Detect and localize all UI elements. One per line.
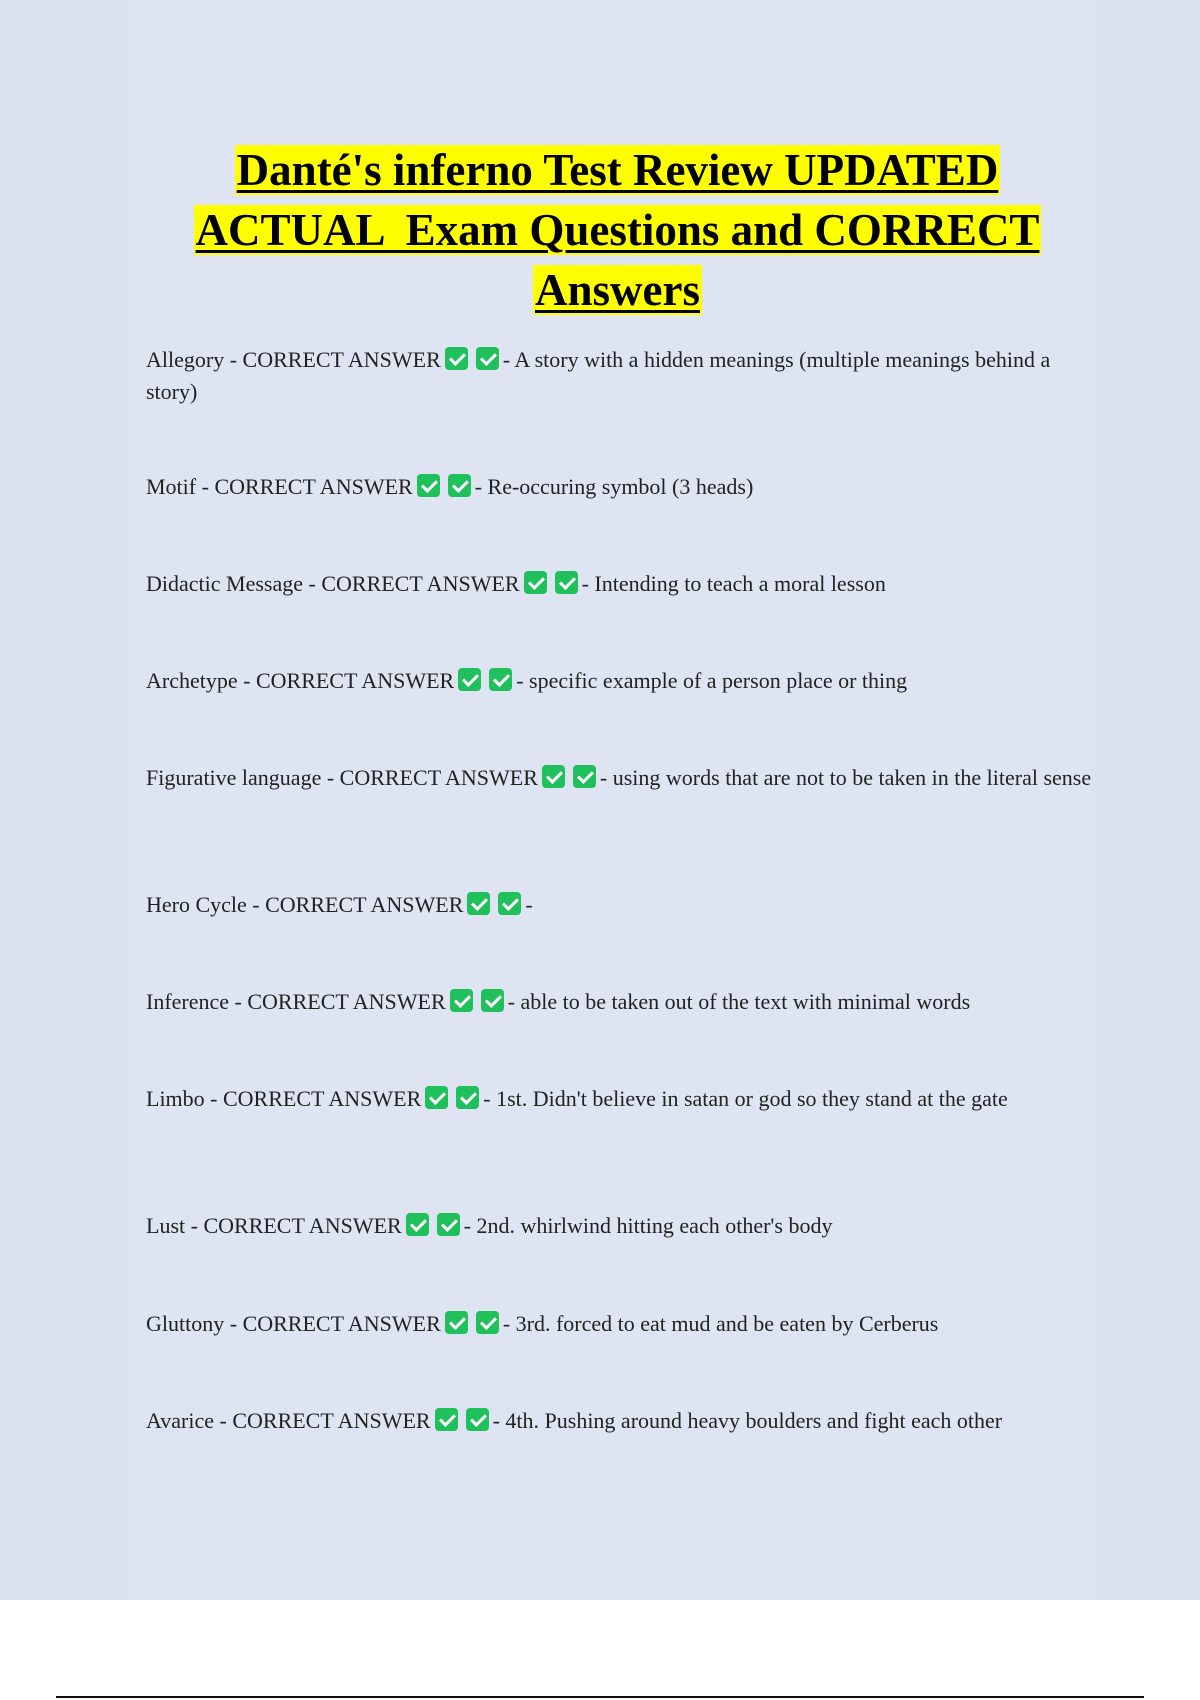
check-icon: [573, 765, 596, 788]
check-icon: [481, 989, 504, 1012]
qa-term: Figurative language: [146, 765, 322, 790]
qa-item-didactic-message: Didactic Message - CORRECT ANSWER - Intending to teach a moral lesson: [146, 571, 886, 596]
qa-label: CORRECT ANSWER: [265, 892, 464, 917]
check-icon: [435, 1408, 458, 1431]
qa-label: CORRECT ANSWER: [255, 668, 455, 693]
qa-item-avarice: Avarice - CORRECT ANSWER - 4th. Pushing around heavy boulders and fight each other: [146, 1408, 1003, 1433]
qa-label: CORRECT ANSWER: [242, 347, 441, 372]
qa-label: CORRECT ANSWER: [321, 571, 520, 596]
qa-item-inference: Inference - CORRECT ANSWER - able to be taken out of the text with minimal words: [146, 989, 971, 1014]
check-icon: [476, 1311, 499, 1334]
qa-label: CORRECT ANSWER: [214, 474, 413, 499]
check-icon: [555, 571, 578, 594]
qa-item-limbo: Limbo - CORRECT ANSWER - 1st. Didn't believe in satan or god so they stand at the gate: [146, 1086, 1008, 1111]
qa-term: Motif: [146, 474, 197, 499]
qa-answer: -: [525, 892, 533, 917]
qa-answer: - 4th. Pushing around heavy boulders and fight each other: [492, 1408, 1003, 1433]
check-icon: [466, 1408, 489, 1431]
qa-answer: - Re-occuring symbol (3 heads): [474, 474, 754, 499]
document-title: [130, 140, 1105, 320]
qa-answer: - 3rd. forced to eat mud and be eaten by Cerberus: [502, 1311, 939, 1336]
qa-label: CORRECT ANSWER: [247, 989, 446, 1014]
qa-item-figurative-language: Figurative language - CORRECT ANSWER - using words that are not to be taken in the literal sense: [146, 765, 1092, 790]
qa-label: CORRECT ANSWER: [339, 765, 538, 790]
check-icon: [498, 892, 521, 915]
qa-item-archetype: Archetype - CORRECT ANSWER - specific example of a person place or thing: [146, 668, 908, 693]
qa-term: Inference: [146, 989, 230, 1014]
qa-answer: - Intending to teach a moral lesson: [581, 571, 886, 596]
qa-item-motif: Motif - CORRECT ANSWER - Re-occuring symbol (3 heads): [146, 474, 754, 499]
check-icon: [445, 347, 468, 370]
qa-answer: - 2nd. whirlwind hitting each other's body: [463, 1213, 833, 1238]
check-icon: [489, 668, 512, 691]
check-icon: [524, 571, 547, 594]
qa-answer: - using words that are not to be taken in the literal sense: [599, 765, 1092, 790]
qa-term: Gluttony: [146, 1311, 225, 1336]
check-icon: [437, 1213, 460, 1236]
check-icon: [417, 474, 440, 497]
footer-divider: [56, 1696, 1144, 1698]
title-line-3: Answers: [535, 265, 700, 315]
qa-term: Allegory: [146, 347, 225, 372]
qa-answer: - specific example of a person place or thing: [516, 668, 908, 693]
check-icon: [542, 765, 565, 788]
qa-term: Lust: [146, 1213, 186, 1238]
check-icon: [456, 1086, 479, 1109]
qa-term: Avarice: [146, 1408, 214, 1433]
qa-item-gluttony: Gluttony - CORRECT ANSWER - 3rd. forced to eat mud and be eaten by Cerberus: [146, 1311, 939, 1336]
qa-label: CORRECT ANSWER: [203, 1213, 402, 1238]
check-icon: [448, 474, 471, 497]
check-icon: [476, 347, 499, 370]
check-icon: [450, 989, 473, 1012]
check-icon: [425, 1086, 448, 1109]
qa-item-allegory: Allegory - CORRECT ANSWER - A story with a hidden meanings (multiple meanings behind a story): [146, 347, 1051, 404]
qa-label: CORRECT ANSWER: [242, 1311, 441, 1336]
qa-term: Hero Cycle: [146, 892, 247, 917]
qa-answer: - A story with a hidden meanings (multiple meanings behind a story): [146, 347, 1051, 404]
title-line-2: ACTUAL Exam Questions and CORRECT: [195, 205, 1040, 255]
qa-term: Didactic Message: [146, 571, 303, 596]
qa-item-hero-cycle: Hero Cycle - CORRECT ANSWER -: [146, 892, 533, 917]
check-icon: [467, 892, 490, 915]
qa-answer: - able to be taken out of the text with minimal words: [507, 989, 971, 1014]
qa-answer: - 1st. Didn't believe in satan or god so they stand at the gate: [483, 1086, 1008, 1111]
title-line-1: Danté's inferno Test Review UPDATED: [236, 145, 999, 195]
check-icon: [406, 1213, 429, 1236]
qa-label: CORRECT ANSWER: [232, 1408, 431, 1433]
qa-term: Limbo: [146, 1086, 205, 1111]
check-icon: [445, 1311, 468, 1334]
check-icon: [458, 668, 481, 691]
qa-label: CORRECT ANSWER: [223, 1086, 422, 1111]
qa-term: Archetype: [146, 668, 238, 693]
qa-item-lust: Lust - CORRECT ANSWER - 2nd. whirlwind hitting each other's body: [146, 1213, 833, 1238]
